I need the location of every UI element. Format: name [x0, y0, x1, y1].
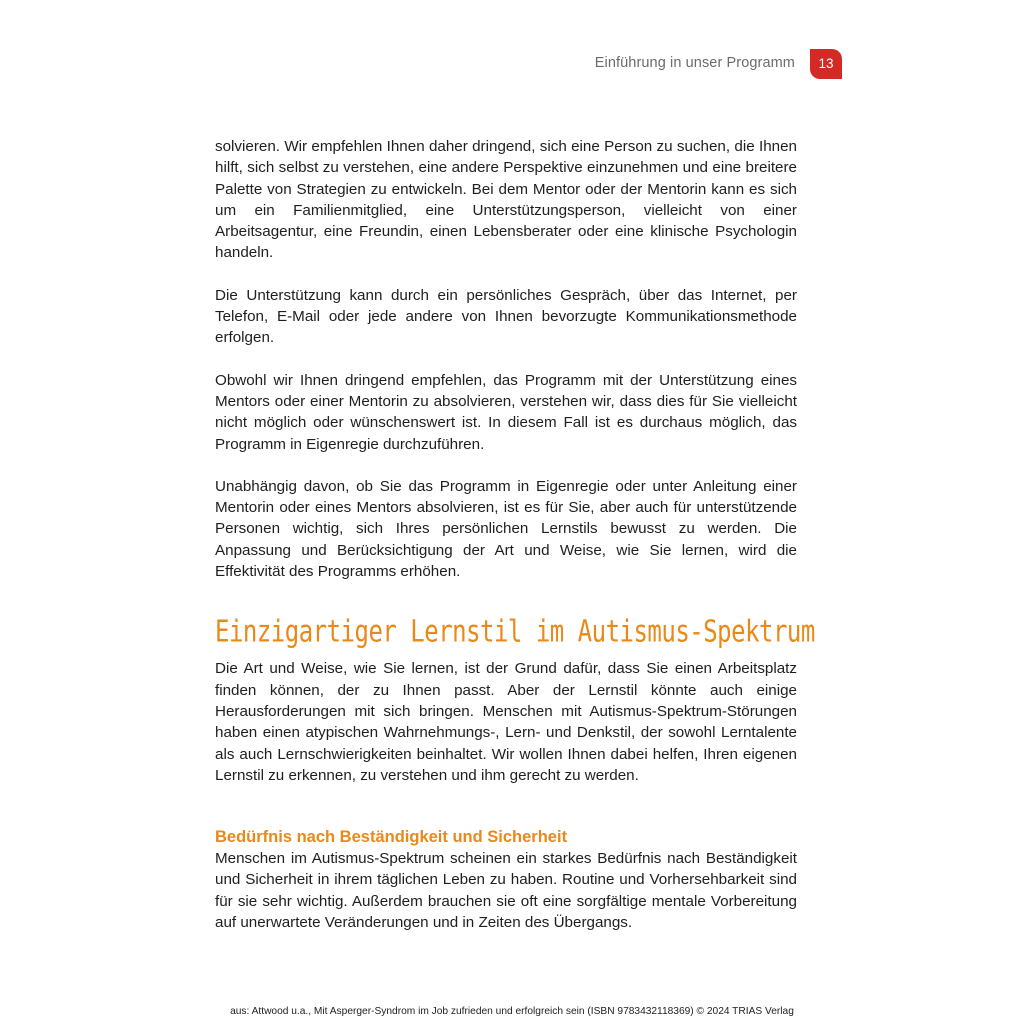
page-body	[215, 136, 815, 933]
body-paragraph-3: Obwohl wir Ihnen dringend empfehlen, das Programm mit der Unterstützung eines Mentors oder einer Mentorin zu absolvieren, verstehen wir, dass dies für Sie vielleicht nicht möglich oder wünschenswert ist. In diesem Fall ist es durchaus möglich, das Programm in Eigenregie durchzuführen.	[215, 371, 797, 453]
section-heading: Einzigartiger Lernstil im Autismus-Spektrum	[215, 614, 815, 650]
body-paragraph-4: Unabhängig davon, ob Sie das Programm in Eigenregie oder unter Anleitung einer Mentorin oder eines Mentors absolvieren, ist es für Sie, aber auch für unterstützende Personen wichtig, sich Ihres persönlichen Lernstils bewusst zu werden. Die Anpassung und Berücksichtigung der Art und Weise, wie Sie lernen, wird die Effektivität des Programms erhöhen.	[215, 477, 797, 581]
footer-citation: aus: Attwood u.a., Mit Asperger-Syndrom im Job zufrieden und erfolgreich sein (ISBN 9783432118369) © 2024 TRIAS Verlag	[230, 1006, 794, 1017]
body-paragraph-1: solvieren. Wir empfehlen Ihnen daher dringend, sich eine Person zu suchen, die Ihnen hilft, sich selbst zu verstehen, eine andere Perspektive einzunehmen und eine breitere Palette von Strategien zu entwickeln. Bei dem Mentor oder der Mentorin kann es sich um ein Familienmitglied, eine Unterstützungsperson, vielleicht von einer Arbeitsagentur, eine Freundin, einen Lebensberater oder eine klinische Psychologin handeln.	[215, 138, 797, 262]
body-paragraph-2: Die Unterstützung kann durch ein persönliches Gespräch, über das Internet, per Telefon, E-Mail oder jede andere von Ihnen bevorzugte Kommunikationsmethode erfolgen.	[215, 286, 797, 347]
subsection-paragraph: Menschen im Autismus-Spektrum scheinen ein starkes Bedürfnis nach Beständigkeit und Sicherheit in ihrem täglichen Leben zu haben. Routine und Vorhersehbarkeit sind für sie sehr wichtig. Außerdem brauchen sie oft eine sorgfältige mentale Vorbereitung auf unerwartete Veränderungen und in Zeiten des Übergangs.	[215, 850, 797, 932]
running-header-title: Einführung in unser Programm	[594, 55, 795, 71]
section-paragraph: Die Art und Weise, wie Sie lernen, ist der Grund dafür, dass Sie einen Arbeitsplatz finden können, der zu Ihnen passt. Aber der Lernstil könnte auch einige Herausforderungen mit sich bringen. Menschen mit Autismus-Spektrum-Störungen haben einen atypischen Wahrnehmungs-, Lern- und Denkstil, der sowohl Lerntalente als auch Lernschwierigkeiten beinhaltet. Wir wollen Ihnen dabei helfen, Ihren eigenen Lernstil zu erkennen, zu verstehen und ihm gerecht zu werden.	[215, 660, 797, 784]
subsection-heading: Bedürfnis nach Beständigkeit und Sicherheit	[215, 828, 568, 847]
page-number-badge: 13	[810, 49, 842, 79]
